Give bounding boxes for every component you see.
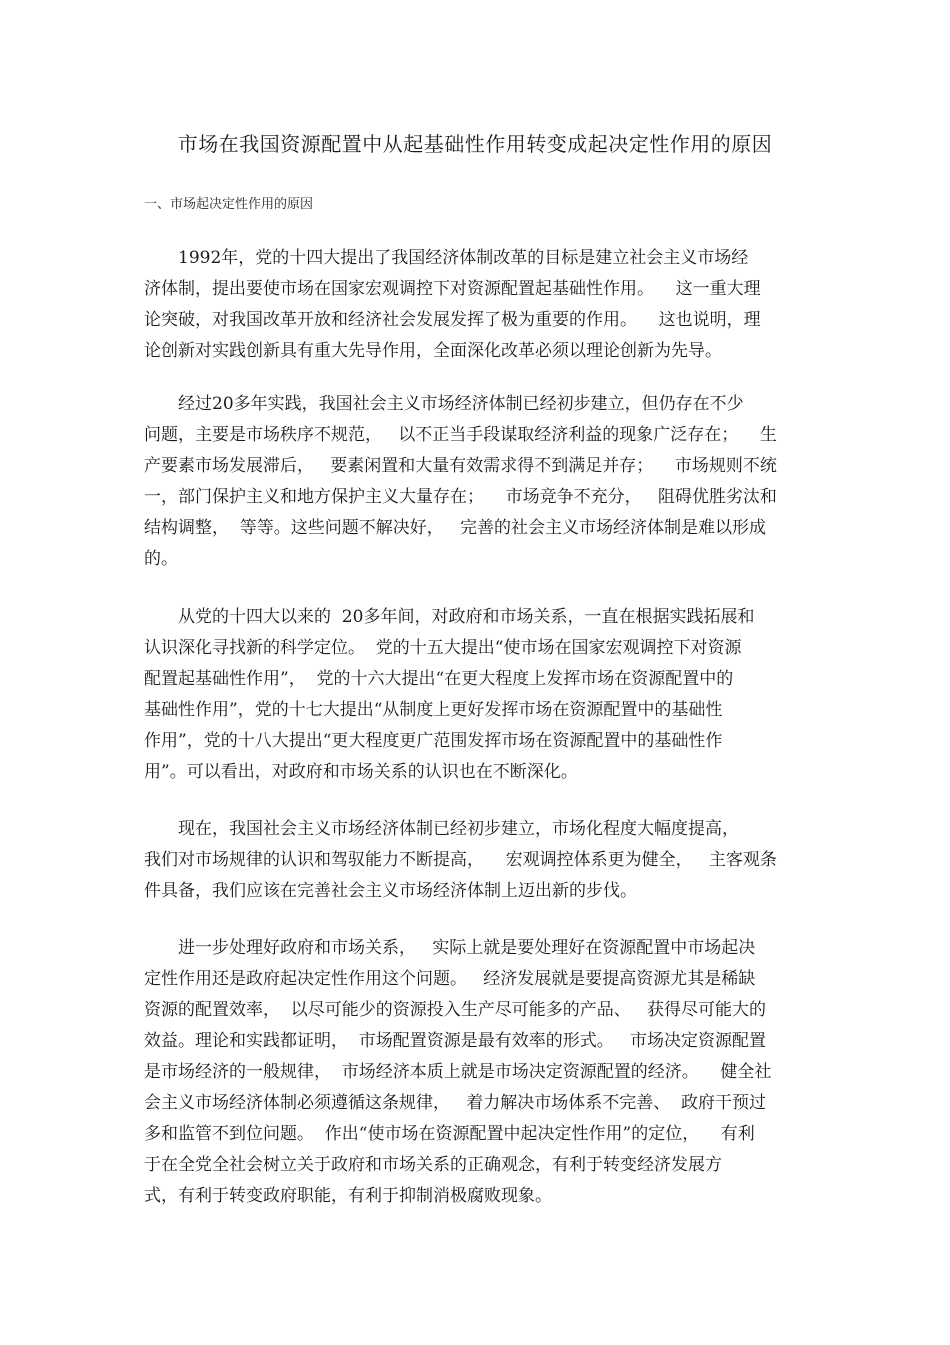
paragraph-line: 作用”，党的十八大提出“更大程度更广范围发挥市场在资源配置中的基础性作 [144, 731, 723, 751]
paragraph-line: 资源的配置效率， 以尽可能少的资源投入生产尽可能多的产品、 获得尽可能大的 [144, 1000, 767, 1020]
paragraph-line: 1992年，党的十四大提出了我国经济体制改革的目标是建立社会主义市场经 [178, 248, 749, 268]
paragraph-line: 于在全党全社会树立关于政府和市场关系的正确观念，有利于转变经济发展方 [144, 1155, 722, 1175]
paragraph-line: 进一步处理好政府和市场关系， 实际上就是要处理好在资源配置中市场起决 [178, 938, 756, 958]
document-title: 市场在我国资源配置中从起基础性作用转变成起决定性作用的原因 [177, 132, 773, 156]
paragraph-line: 配置起基础性作用”， 党的十六大提出“在更大程度上发挥市场在资源配置中的 [144, 669, 734, 689]
paragraph-line: 会主义市场经济体制必须遵循这条规律， 着力解决市场体系不完善、 政府干预过 [144, 1093, 767, 1113]
paragraph-2 [144, 389, 810, 575]
paragraph-line: 论创新对实践创新具有重大先导作用，全面深化改革必须以理论创新为先导。 [144, 341, 722, 361]
paragraph-1 [144, 243, 810, 367]
paragraph-5 [144, 933, 810, 1212]
paragraph-line: 结构调整， 等等。这些问题不解决好， 完善的社会主义市场经济体制是难以形成 [144, 518, 767, 538]
section-heading: 一、市场起决定性作用的原因 [144, 197, 314, 212]
paragraph-line: 式，有利于转变政府职能，有利于抑制消极腐败现象。 [144, 1186, 552, 1206]
paragraph-3 [144, 602, 810, 788]
paragraph-line: 件具备，我们应该在完善社会主义市场经济体制上迈出新的步伐。 [144, 881, 637, 901]
paragraph-line: 问题，主要是市场秩序不规范， 以不正当手段谋取经济利益的现象广泛存在； 生 [144, 425, 777, 445]
paragraph-line: 济体制，提出要使市场在国家宏观调控下对资源配置起基础性作用。 这一重大理 [144, 279, 761, 299]
paragraph-line: 认识深化寻找新的科学定位。 党的十五大提出“使市场在国家宏观调控下对资源 [144, 638, 742, 658]
paragraph-line: 定性作用还是政府起决定性作用这个问题。 经济发展就是要提高资源尤其是稀缺 [144, 969, 756, 989]
paragraph-line: 产要素市场发展滞后， 要素闲置和大量有效需求得不到满足并存； 市场规则不统 [144, 456, 777, 476]
paragraph-line: 现在，我国社会主义市场经济体制已经初步建立，市场化程度大幅度提高， [178, 819, 739, 839]
paragraph-line: 用”。可以看出，对政府和市场关系的认识也在不断深化。 [144, 762, 578, 782]
paragraph-4 [144, 814, 810, 907]
paragraph-line: 基础性作用”，党的十七大提出“从制度上更好发挥市场在资源配置中的基础性 [144, 700, 723, 720]
paragraph-line: 从党的十四大以来的 20多年间，对政府和市场关系，一直在根据实践拓展和 [178, 607, 755, 627]
paragraph-line: 经过20多年实践，我国社会主义市场经济体制已经初步建立，但仍存在不少 [178, 394, 744, 414]
paragraph-line: 一，部门保护主义和地方保护主义大量存在； 市场竞争不充分， 阻碍优胜劣汰和 [144, 487, 777, 507]
paragraph-line: 效益。理论和实践都证明， 市场配置资源是最有效率的形式。 市场决定资源配置 [144, 1031, 767, 1051]
paragraph-line: 的。 [144, 549, 178, 569]
paragraph-line: 是市场经济的一般规律， 市场经济本质上就是市场决定资源配置的经济。 健全社 [144, 1062, 772, 1082]
paragraph-line: 我们对市场规律的认识和驾驭能力不断提高， 宏观调控体系更为健全， 主客观条 [144, 850, 777, 870]
paragraph-line: 多和监管不到位问题。 作出“使市场在资源配置中起决定性作用”的定位， 有利 [144, 1124, 755, 1144]
paragraph-line: 论突破，对我国改革开放和经济社会发展发挥了极为重要的作用。 这也说明，理 [144, 310, 761, 330]
